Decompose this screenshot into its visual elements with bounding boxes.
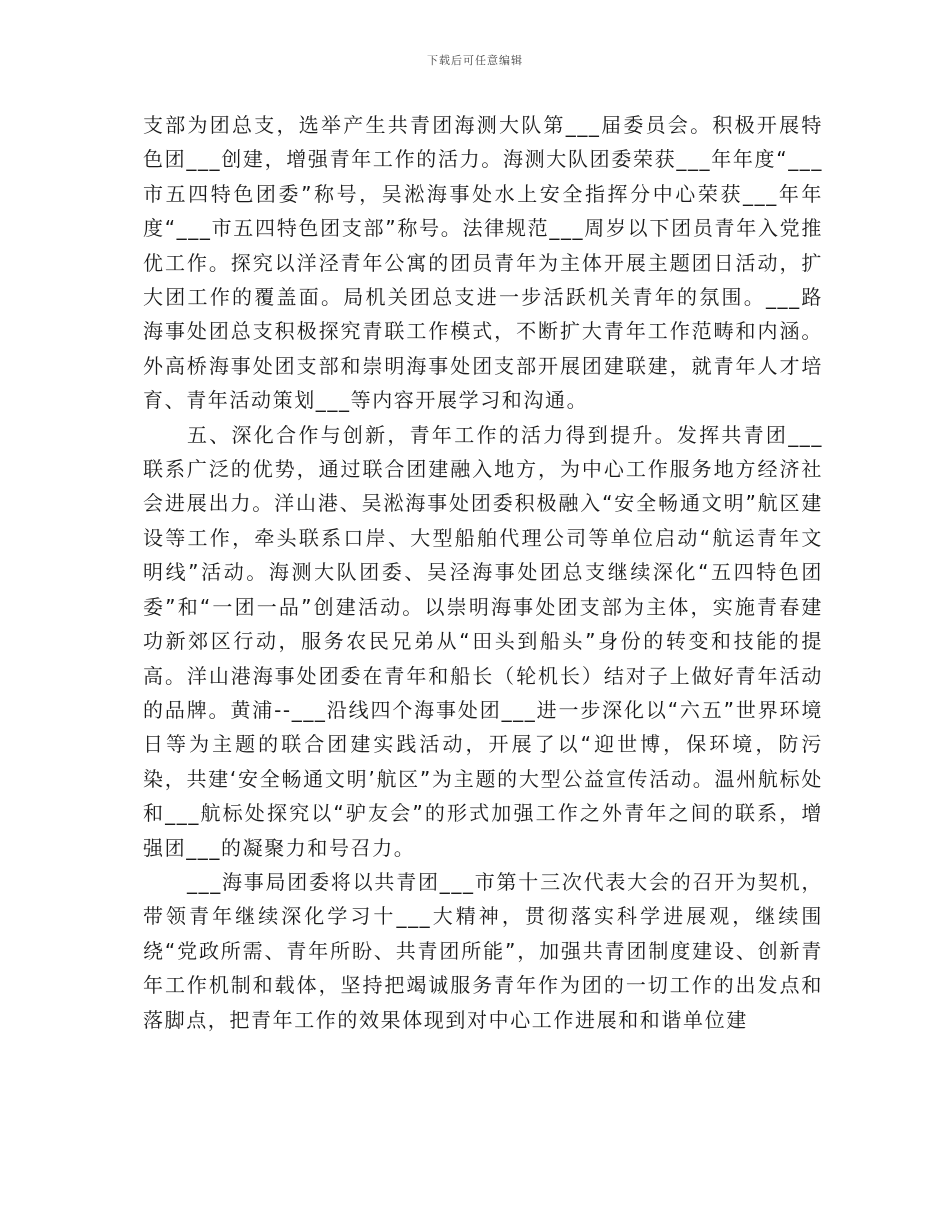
paragraph-3: ___海事局团委将以共青团___市第十三次代表大会的召开为契机，带领青年继续深化学习十___大精神，贯彻落实科学进展观，继续围绕“党政所需、青年所盼、共青团所能”，加强共青团制度建设、创新青年工作机制和载体，坚持把竭诚服务青年作为团的一切工作的出发点和落脚点，把青年工作的效果体现到对中心工作进展和和谐单位建 bbox=[143, 869, 824, 1032]
paragraph-1: 支部为团总支，选举产生共青团海测大队第___届委员会。积极开展特色团___创建，增强青年工作的活力。海测大队团委荣获___年年度“___市五四特色团委”称号，吴淞海事处水上安全指挥分中心荣获___年年度“___市五四特色团支部”称号。法律规范___周岁以下团员青年入党推优工作。探究以洋泾青年公寓的团员青年为主体开展主题团日活动，扩大团工作的覆盖面。局机关团总支进一步活跃机关青年的氛围。___路海事处团总支积极探究青联工作模式，不断扩大青年工作范畴和内涵。外高桥海事处团支部和崇明海事处团支部开展团建联建，就青年人才培育、青年活动策划___等内容开展学习和沟通。 bbox=[143, 113, 823, 413]
paragraph-2: 五、深化合作与创新，青年工作的活力得到提升。发挥共青团___联系广泛的优势，通过联合团建融入地方，为中心工作服务地方经济社会进展出力。洋山港、吴淞海事处团委积极融入“安全畅通文明”航区建设等工作，牵头联系口岸、大型船舶代理公司等单位启动“航运青年文明线”活动。海测大队团委、吴泾海事处团总支继续深化“五四特色团委”和“一团一品”创建活动。以崇明海事处团支部为主体，实施青春建功新郊区行动，服务农民兄弟从“田头到船头”身份的转变和技能的提高。洋山港海事处团委在青年和船长（轮机长）结对子上做好青年活动的品牌。黄浦--___沿线四个海事处团___进一步深化以“六五”世界环境日等为主题的联合团建实践活动，开展了以“迎世博，保环境，防污染，共建‘安全畅通文明’航区”为主题的大型公益宣传活动。温州航标处和___航标处探究以“驴友会”的形式加强工作之外青年之间的联系，增强团___的凝聚力和号召力。 bbox=[143, 422, 823, 860]
document-body bbox=[143, 108, 823, 1037]
page-header-note: 下载后可任意编辑 bbox=[427, 54, 523, 67]
